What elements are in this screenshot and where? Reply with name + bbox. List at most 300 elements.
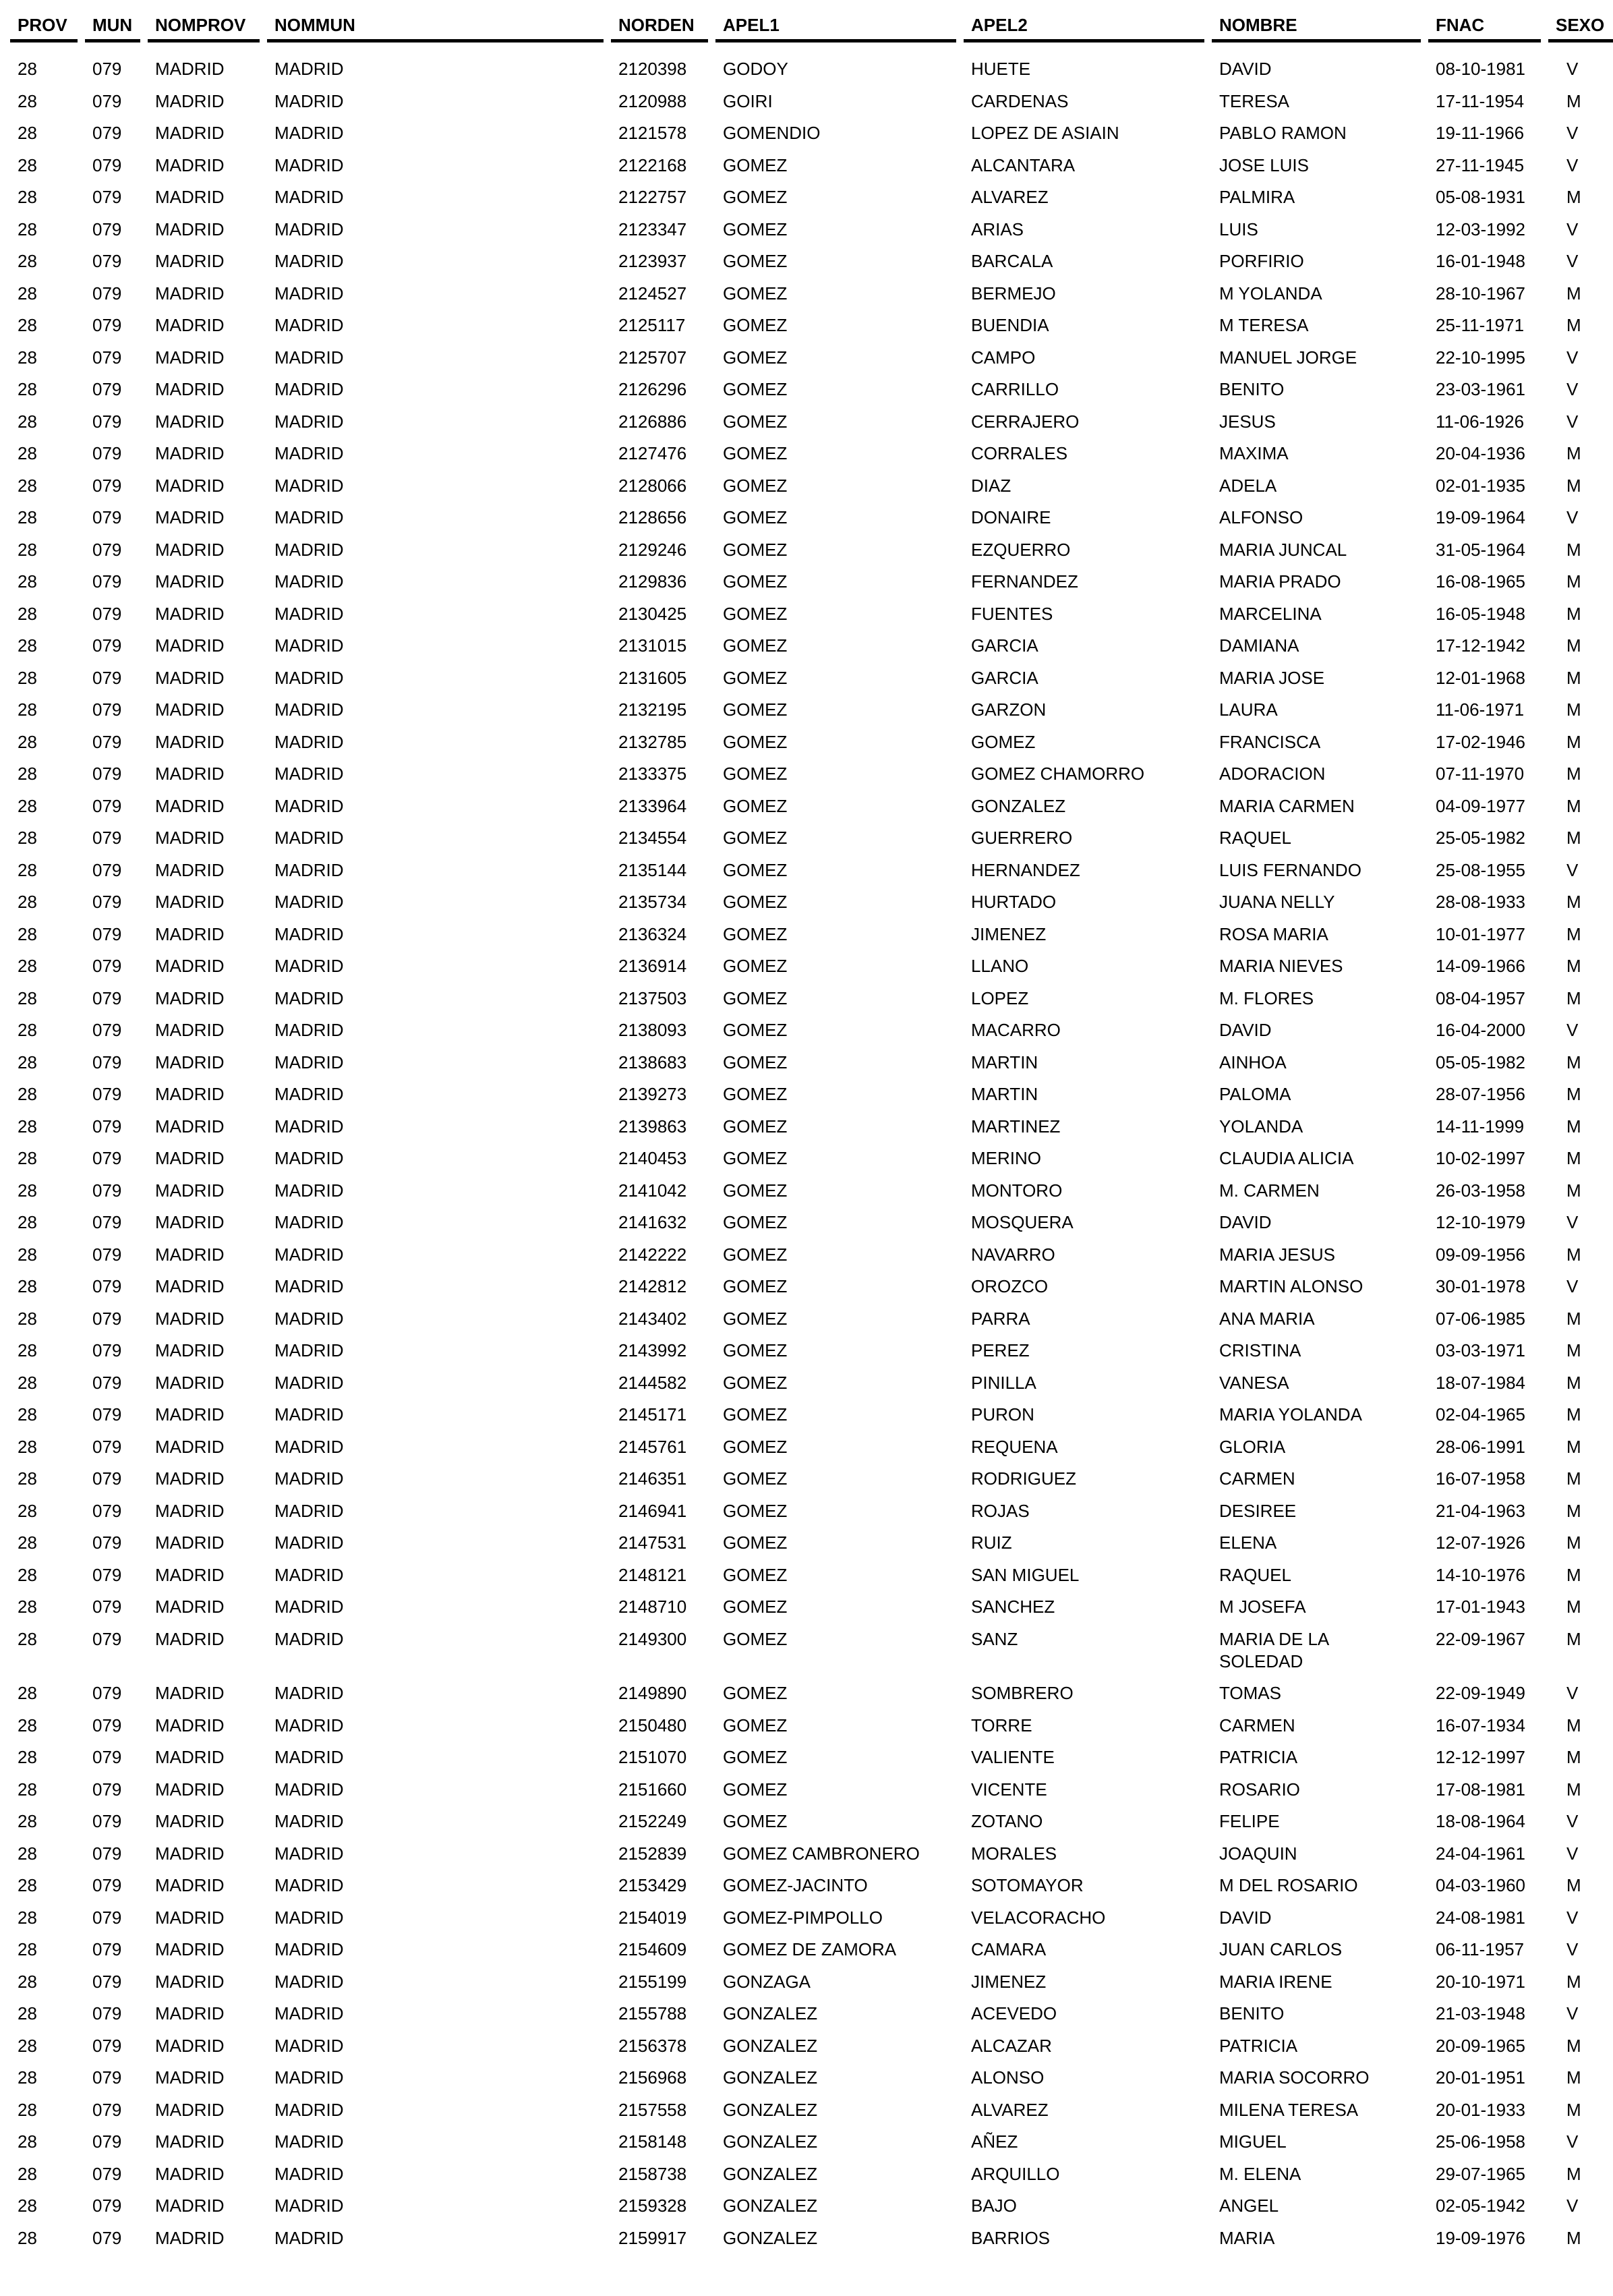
cell-prov: 28 [18, 1276, 37, 1296]
cell-nommun: MADRID [274, 1715, 344, 1735]
cell-nombre: DAMIANA [1219, 635, 1299, 656]
cell-sexo: M [1566, 1404, 1581, 1425]
cell-fnac: 11-06-1971 [1436, 699, 1525, 720]
cell-prov: 28 [18, 923, 37, 944]
cell-nomprov: MADRID [155, 123, 225, 143]
cell-nombre: DAVID [1219, 59, 1272, 79]
cell-nomprov: MADRID [155, 219, 225, 239]
cell-nommun: MADRID [274, 219, 344, 239]
cell-norden: 2141632 [618, 1212, 687, 1232]
cell-apel1: GONZAGA [723, 1971, 811, 1992]
cell-apel2: OROZCO [971, 1276, 1049, 1296]
cell-nomprov: MADRID [155, 1372, 225, 1393]
cell-apel2: GARZON [971, 699, 1047, 720]
cell-fnac: 24-04-1961 [1436, 1843, 1525, 1864]
cell-nommun: MADRID [274, 2131, 344, 2152]
cell-fnac: 31-05-1964 [1436, 539, 1525, 560]
cell-apel2: MARTIN [971, 1052, 1038, 1072]
cell-fnac: 17-08-1981 [1436, 1779, 1525, 1800]
cell-apel1: GOMEZ [723, 1052, 788, 1072]
cell-mun: 079 [92, 892, 122, 912]
cell-nombre: DESIREE [1219, 1500, 1297, 1521]
cell-mun: 079 [92, 539, 122, 560]
cell-norden: 2144582 [618, 1372, 687, 1393]
cell-nomprov: MADRID [155, 1244, 225, 1265]
cell-prov: 28 [18, 347, 37, 368]
cell-nombre: PORFIRIO [1219, 251, 1304, 271]
cell-sexo: M [1566, 1052, 1581, 1072]
cell-nomprov: MADRID [155, 2131, 225, 2152]
cell-fnac: 06-11-1957 [1436, 1939, 1525, 1959]
cell-norden: 2136914 [618, 956, 687, 976]
cell-norden: 2158738 [618, 2163, 687, 2184]
cell-sexo: V [1566, 251, 1579, 271]
cell-nommun: MADRID [274, 1500, 344, 1521]
cell-nombre: ALFONSO [1219, 507, 1303, 527]
cell-fnac: 10-01-1977 [1436, 923, 1525, 944]
cell-nombre: M YOLANDA [1219, 283, 1322, 304]
cell-prov: 28 [18, 1532, 37, 1553]
cell-norden: 2128066 [618, 475, 687, 496]
cell-nombre: PALOMA [1219, 1084, 1291, 1104]
cell-sexo: V [1566, 154, 1579, 175]
cell-apel1: GONZALEZ [723, 2195, 818, 2216]
cell-nomprov: MADRID [155, 1875, 225, 1895]
cell-prov: 28 [18, 1244, 37, 1265]
cell-nommun: MADRID [274, 90, 344, 111]
cell-mun: 079 [92, 2131, 122, 2152]
cell-nommun: MADRID [274, 539, 344, 560]
cell-apel2: VICENTE [971, 1779, 1047, 1800]
cell-prov: 28 [18, 1683, 37, 1703]
cell-mun: 079 [92, 571, 122, 592]
cell-sexo: V [1566, 59, 1579, 79]
cell-mun: 079 [92, 475, 122, 496]
cell-fnac: 16-01-1948 [1436, 251, 1525, 271]
cell-nommun: MADRID [274, 1308, 344, 1329]
cell-nombre: ELENA [1219, 1532, 1277, 1553]
cell-nommun: MADRID [274, 1683, 344, 1703]
cell-nombre: M. CARMEN [1219, 1180, 1320, 1201]
cell-norden: 2123937 [618, 251, 687, 271]
cell-nomprov: MADRID [155, 667, 225, 688]
cell-nomprov: MADRID [155, 987, 225, 1008]
cell-apel2: SANZ [971, 1628, 1018, 1649]
cell-fnac: 17-12-1942 [1436, 635, 1525, 656]
cell-nommun: MADRID [274, 2035, 344, 2056]
cell-sexo: M [1566, 1372, 1581, 1393]
cell-mun: 079 [92, 347, 122, 368]
cell-apel1: GOMEZ [723, 987, 788, 1008]
cell-nombre: ANGEL [1219, 2195, 1279, 2216]
cell-norden: 2155199 [618, 1971, 687, 1992]
cell-fnac: 02-05-1942 [1436, 2195, 1525, 2216]
cell-apel1: GOMEZ [723, 699, 788, 720]
cell-nombre: CLAUDIA ALICIA [1219, 1148, 1354, 1168]
cell-mun: 079 [92, 2099, 122, 2120]
cell-norden: 2148710 [618, 1597, 687, 1617]
cell-nomprov: MADRID [155, 1404, 225, 1425]
cell-apel2: ALVAREZ [971, 187, 1049, 207]
cell-mun: 079 [92, 2163, 122, 2184]
cell-mun: 079 [92, 1683, 122, 1703]
column-header-sexo: SEXO [1548, 0, 1613, 42]
cell-nomprov: MADRID [155, 2035, 225, 2056]
cell-apel2: SANCHEZ [971, 1597, 1055, 1617]
cell-nomprov: MADRID [155, 539, 225, 560]
cell-norden: 2136324 [618, 923, 687, 944]
cell-norden: 2149890 [618, 1683, 687, 1703]
cell-fnac: 14-10-1976 [1436, 1564, 1525, 1585]
cell-nombre: FELIPE [1219, 1811, 1280, 1831]
cell-nommun: MADRID [274, 1276, 344, 1296]
cell-apel1: GOIRI [723, 90, 773, 111]
cell-norden: 2122168 [618, 154, 687, 175]
cell-nomprov: MADRID [155, 411, 225, 432]
cell-fnac: 28-08-1933 [1436, 892, 1525, 912]
cell-fnac: 07-06-1985 [1436, 1308, 1525, 1329]
cell-fnac: 12-07-1926 [1436, 1532, 1525, 1553]
cell-nomprov: MADRID [155, 1436, 225, 1457]
cell-apel2: JIMENEZ [971, 1971, 1047, 1992]
cell-sexo: V [1566, 219, 1579, 239]
cell-apel2: HUETE [971, 59, 1031, 79]
cell-sexo: M [1566, 1116, 1581, 1137]
cell-sexo: V [1566, 1939, 1579, 1959]
cell-nommun: MADRID [274, 1180, 344, 1201]
cell-fnac: 19-11-1966 [1436, 123, 1525, 143]
cell-nomprov: MADRID [155, 1971, 225, 1992]
cell-nomprov: MADRID [155, 1811, 225, 1831]
cell-nombre: CARMEN [1219, 1468, 1295, 1489]
cell-norden: 2151660 [618, 1779, 687, 1800]
cell-sexo: M [1566, 923, 1581, 944]
cell-fnac: 27-11-1945 [1436, 154, 1525, 175]
cell-prov: 28 [18, 1116, 37, 1137]
cell-apel2: JIMENEZ [971, 923, 1047, 944]
cell-apel2: PINILLA [971, 1372, 1036, 1393]
cell-nombre: DAVID [1219, 1907, 1272, 1928]
cell-norden: 2135734 [618, 892, 687, 912]
cell-nomprov: MADRID [155, 828, 225, 848]
cell-prov: 28 [18, 699, 37, 720]
cell-nommun: MADRID [274, 347, 344, 368]
cell-mun: 079 [92, 1372, 122, 1393]
cell-nombre: MARIA JUNCAL [1219, 539, 1347, 560]
cell-apel2: GUERRERO [971, 828, 1073, 848]
cell-nombre: DAVID [1219, 1020, 1272, 1040]
column-header-nomprov: NOMPROV [148, 0, 260, 42]
cell-nommun: MADRID [274, 1779, 344, 1800]
cell-sexo: M [1566, 1180, 1581, 1201]
cell-apel1: GOMEZ [723, 1180, 788, 1201]
cell-apel2: DIAZ [971, 475, 1011, 496]
cell-nommun: MADRID [274, 123, 344, 143]
cell-apel2: ALCANTARA [971, 154, 1076, 175]
cell-fnac: 14-09-1966 [1436, 956, 1525, 976]
cell-prov: 28 [18, 1404, 37, 1425]
cell-fnac: 22-10-1995 [1436, 347, 1525, 368]
cell-fnac: 25-05-1982 [1436, 828, 1525, 848]
cell-sexo: V [1566, 1212, 1579, 1232]
cell-nombre: MARCELINA [1219, 603, 1322, 624]
cell-sexo: M [1566, 1468, 1581, 1489]
cell-mun: 079 [92, 1020, 122, 1040]
cell-nombre: MARIA JOSE [1219, 667, 1325, 688]
cell-norden: 2157558 [618, 2099, 687, 2120]
cell-norden: 2125707 [618, 347, 687, 368]
cell-prov: 28 [18, 475, 37, 496]
cell-apel1: GOMEZ [723, 1340, 788, 1360]
cell-nomprov: MADRID [155, 1597, 225, 1617]
table-header [10, 0, 1613, 45]
cell-nomprov: MADRID [155, 443, 225, 463]
cell-sexo: V [1566, 411, 1579, 432]
cell-apel2: HERNANDEZ [971, 859, 1080, 880]
cell-prov: 28 [18, 2067, 37, 2088]
cell-apel1: GOMEZ [723, 1779, 788, 1800]
cell-nomprov: MADRID [155, 1340, 225, 1360]
cell-norden: 2154019 [618, 1907, 687, 1928]
cell-apel1: GOMEZ [723, 154, 788, 175]
cell-sexo: M [1566, 795, 1581, 816]
cell-apel1: GOMEZ [723, 1532, 788, 1553]
cell-nommun: MADRID [274, 1971, 344, 1992]
cell-prov: 28 [18, 731, 37, 752]
cell-apel1: GOMEZ [723, 1811, 788, 1831]
cell-mun: 079 [92, 1340, 122, 1360]
cell-norden: 2132785 [618, 731, 687, 752]
cell-nomprov: MADRID [155, 1628, 225, 1649]
cell-nommun: MADRID [274, 1052, 344, 1072]
cell-nombre: LUIS [1219, 219, 1258, 239]
cell-fnac: 24-08-1981 [1436, 1907, 1525, 1928]
cell-mun: 079 [92, 283, 122, 304]
cell-prov: 28 [18, 154, 37, 175]
cell-mun: 079 [92, 154, 122, 175]
cell-prov: 28 [18, 795, 37, 816]
cell-mun: 079 [92, 379, 122, 399]
column-header-mun: MUN [85, 0, 140, 42]
cell-mun: 079 [92, 987, 122, 1008]
cell-apel2: DONAIRE [971, 507, 1051, 527]
cell-fnac: 14-11-1999 [1436, 1116, 1525, 1137]
cell-sexo: V [1566, 347, 1579, 368]
cell-nomprov: MADRID [155, 1500, 225, 1521]
cell-sexo: V [1566, 379, 1579, 399]
cell-norden: 2159328 [618, 2195, 687, 2216]
cell-sexo: M [1566, 699, 1581, 720]
cell-fnac: 20-01-1933 [1436, 2099, 1525, 2120]
cell-nombre: ADORACION [1219, 764, 1326, 784]
cell-sexo: M [1566, 828, 1581, 848]
cell-nomprov: MADRID [155, 603, 225, 624]
cell-apel1: GOMEZ [723, 892, 788, 912]
cell-prov: 28 [18, 2003, 37, 2024]
cell-nommun: MADRID [274, 443, 344, 463]
cell-fnac: 02-04-1965 [1436, 1404, 1525, 1425]
cell-fnac: 16-04-2000 [1436, 1020, 1525, 1040]
cell-norden: 2150480 [618, 1715, 687, 1735]
cell-nombre: MARIA CARMEN [1219, 795, 1355, 816]
cell-nommun: MADRID [274, 1564, 344, 1585]
cell-sexo: M [1566, 987, 1581, 1008]
cell-mun: 079 [92, 828, 122, 848]
cell-prov: 28 [18, 315, 37, 335]
cell-nommun: MADRID [274, 187, 344, 207]
cell-norden: 2156378 [618, 2035, 687, 2056]
cell-nombre: M TERESA [1219, 315, 1309, 335]
cell-apel1: GONZALEZ [723, 2099, 818, 2120]
cell-mun: 079 [92, 923, 122, 944]
cell-fnac: 16-08-1965 [1436, 571, 1525, 592]
cell-fnac: 12-01-1968 [1436, 667, 1525, 688]
cell-apel1: GODOY [723, 59, 788, 79]
cell-apel1: GOMEZ [723, 1628, 788, 1649]
cell-nombre: TOMAS [1219, 1683, 1281, 1703]
cell-apel2: MACARRO [971, 1020, 1061, 1040]
cell-sexo: M [1566, 2067, 1581, 2088]
cell-apel2: TORRE [971, 1715, 1032, 1735]
cell-apel2: ARQUILLO [971, 2163, 1060, 2184]
cell-apel1: GOMEZ [723, 795, 788, 816]
cell-nombre: DAVID [1219, 1212, 1272, 1232]
cell-norden: 2138093 [618, 1020, 687, 1040]
cell-mun: 079 [92, 1212, 122, 1232]
cell-mun: 079 [92, 1843, 122, 1864]
cell-mun: 079 [92, 1500, 122, 1521]
cell-apel2: BUENDIA [971, 315, 1049, 335]
cell-norden: 2137503 [618, 987, 687, 1008]
cell-sexo: M [1566, 1597, 1581, 1617]
cell-norden: 2151070 [618, 1747, 687, 1767]
cell-nombre: ADELA [1219, 475, 1277, 496]
cell-mun: 079 [92, 859, 122, 880]
cell-prov: 28 [18, 1628, 37, 1649]
cell-nombre: JESUS [1219, 411, 1276, 432]
cell-mun: 079 [92, 315, 122, 335]
cell-norden: 2129836 [618, 571, 687, 592]
cell-nombre: RAQUEL [1219, 828, 1291, 848]
cell-mun: 079 [92, 603, 122, 624]
cell-norden: 2143992 [618, 1340, 687, 1360]
cell-apel2: BERMEJO [971, 283, 1056, 304]
cell-norden: 2121578 [618, 123, 687, 143]
cell-prov: 28 [18, 2195, 37, 2216]
cell-norden: 2142812 [618, 1276, 687, 1296]
cell-prov: 28 [18, 1779, 37, 1800]
cell-nomprov: MADRID [155, 699, 225, 720]
cell-nomprov: MADRID [155, 379, 225, 399]
cell-fnac: 09-09-1956 [1436, 1244, 1525, 1265]
cell-norden: 2143402 [618, 1308, 687, 1329]
cell-apel1: GOMEZ [723, 603, 788, 624]
cell-nomprov: MADRID [155, 59, 225, 79]
cell-mun: 079 [92, 219, 122, 239]
cell-norden: 2145171 [618, 1404, 687, 1425]
cell-nomprov: MADRID [155, 1084, 225, 1104]
cell-apel2: BAJO [971, 2195, 1017, 2216]
cell-apel2: GONZALEZ [971, 795, 1066, 816]
cell-nommun: MADRID [274, 892, 344, 912]
cell-sexo: V [1566, 2003, 1579, 2024]
cell-apel1: GOMENDIO [723, 123, 821, 143]
cell-prov: 28 [18, 2035, 37, 2056]
column-header-nommun: NOMMUN [267, 0, 604, 42]
cell-sexo: V [1566, 1020, 1579, 1040]
cell-prov: 28 [18, 1564, 37, 1585]
cell-fnac: 05-05-1982 [1436, 1052, 1525, 1072]
cell-nombre: ANA MARIA [1219, 1308, 1315, 1329]
cell-prov: 28 [18, 1907, 37, 1928]
cell-mun: 079 [92, 731, 122, 752]
cell-apel2: ALCAZAR [971, 2035, 1052, 2056]
cell-nombre: ROSARIO [1219, 1779, 1300, 1800]
cell-nombre: M JOSEFA [1219, 1597, 1306, 1617]
cell-norden: 2134554 [618, 828, 687, 848]
cell-apel2: NAVARRO [971, 1244, 1055, 1265]
cell-nomprov: MADRID [155, 2067, 225, 2088]
cell-nomprov: MADRID [155, 2195, 225, 2216]
cell-apel1: GOMEZ [723, 1116, 788, 1137]
cell-apel2: MARTIN [971, 1084, 1038, 1104]
cell-nommun: MADRID [274, 411, 344, 432]
cell-fnac: 12-03-1992 [1436, 219, 1525, 239]
cell-norden: 2128656 [618, 507, 687, 527]
cell-prov: 28 [18, 59, 37, 79]
cell-apel1: GOMEZ [723, 411, 788, 432]
cell-norden: 2131015 [618, 635, 687, 656]
cell-sexo: M [1566, 2099, 1581, 2120]
cell-nommun: MADRID [274, 1404, 344, 1425]
cell-norden: 2154609 [618, 1939, 687, 1959]
cell-nombre: PALMIRA [1219, 187, 1295, 207]
cell-apel2: MERINO [971, 1148, 1041, 1168]
cell-mun: 079 [92, 764, 122, 784]
cell-apel1: GOMEZ [723, 283, 788, 304]
column-header-apel2: APEL2 [964, 0, 1204, 42]
cell-nombre: MILENA TERESA [1219, 2099, 1359, 2120]
cell-apel1: GONZALEZ [723, 2163, 818, 2184]
cell-nomprov: MADRID [155, 283, 225, 304]
cell-fnac: 20-04-1936 [1436, 443, 1525, 463]
cell-apel1: GOMEZ [723, 1084, 788, 1104]
cell-apel1: GOMEZ CAMBRONERO [723, 1843, 920, 1864]
cell-apel2: MOSQUERA [971, 1212, 1074, 1232]
cell-nommun: MADRID [274, 699, 344, 720]
cell-nommun: MADRID [274, 1597, 344, 1617]
column-header-norden: NORDEN [611, 0, 708, 42]
cell-fnac: 25-11-1971 [1436, 315, 1525, 335]
cell-nombre: MARIA NIEVES [1219, 956, 1343, 976]
cell-mun: 079 [92, 635, 122, 656]
cell-nommun: MADRID [274, 315, 344, 335]
cell-nombre: MARTIN ALONSO [1219, 1276, 1363, 1296]
cell-nomprov: MADRID [155, 507, 225, 527]
cell-mun: 079 [92, 1116, 122, 1137]
cell-mun: 079 [92, 1244, 122, 1265]
cell-nomprov: MADRID [155, 892, 225, 912]
cell-mun: 079 [92, 1779, 122, 1800]
cell-prov: 28 [18, 123, 37, 143]
cell-nombre: MAXIMA [1219, 443, 1289, 463]
cell-mun: 079 [92, 90, 122, 111]
cell-mun: 079 [92, 1276, 122, 1296]
cell-nombre: AINHOA [1219, 1052, 1287, 1072]
cell-prov: 28 [18, 2099, 37, 2120]
cell-prov: 28 [18, 1020, 37, 1040]
cell-sexo: M [1566, 283, 1581, 304]
